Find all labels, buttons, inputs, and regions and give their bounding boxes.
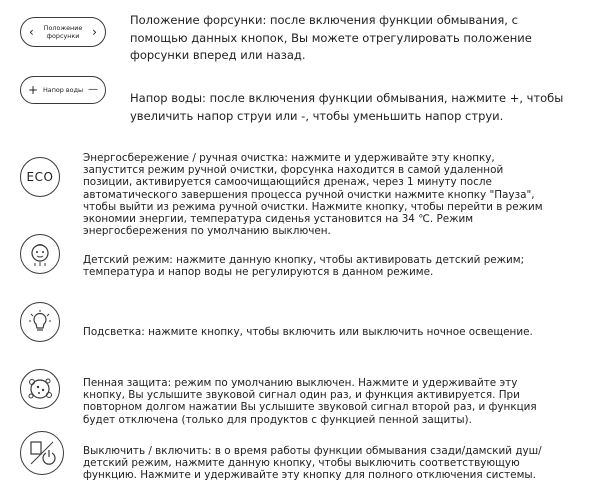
foam-protection-description: Пенная защита: режим по умолчанию выключен. Нажмите и удерживайте эту кнопку, Вы услышите звуковой сигнал один раз, и функция активируется. При повторном долгом нажатии Вы услышите звуковой сигнал второй раз, и функция будет отключена (только для продуктов с функцией пенной защиты). xyxy=(83,377,537,426)
nozzle-button-label: Положение форсунки xyxy=(43,24,83,40)
power-stop-icon xyxy=(27,438,57,468)
child-mode-description: Детский режим: нажмите данную кнопку, чтобы активировать детский режим; температура и напор воды не регулируются в данном режиме. xyxy=(83,254,525,279)
power-button[interactable] xyxy=(20,431,64,475)
chevron-right-icon[interactable]: › xyxy=(92,25,97,39)
pressure-button-label: Напор воды xyxy=(43,86,84,94)
plus-icon[interactable]: + xyxy=(28,83,39,97)
water-pressure-button[interactable] xyxy=(20,76,106,104)
minus-icon[interactable]: — xyxy=(87,84,98,95)
night-light-button[interactable] xyxy=(20,302,60,342)
pressure-description: Напор воды: после включения функции обмывания, нажмите +, чтобы увеличить напор струи или -, чтобы уменьшить напор струи. xyxy=(130,91,564,123)
chevron-left-icon[interactable]: ‹ xyxy=(29,25,34,39)
light-bulb-icon xyxy=(27,309,53,335)
nozzle-position-button[interactable] xyxy=(20,17,106,47)
foam-protection-button[interactable] xyxy=(20,369,60,409)
foam-bubbles-icon xyxy=(26,375,54,403)
eco-description: Энергосбережение / ручная очистка: нажмите и удерживайте эту кнопку, запустится режим ручной очистки, форсунка находится в самой удаленной позиции, активируется самоочищающийся дренаж, через 1 минуту после автоматического завершения процесса ручной очистки нажмите кнопку "Пауза", чтобы выйти из режима ручной очистки. Нажмите кнопку, чтобы перейти в режим экономии энергии, температура сиденья установится на 34 ℃. Режим энергосбережения по умолчанию выключен. xyxy=(83,152,543,238)
power-description: Выключить / включить: в о время работы функции обмывания сзади/дамский душ/ детский режим, нажмите данную кнопку, чтобы выключить соответствующую функцию. Нажмите и удерживайте эту кнопку для полного отключения системы. xyxy=(83,445,542,482)
eco-button[interactable] xyxy=(20,157,60,197)
nozzle-description: Положение форсунки: после включения функции обмывания, с помощью данных кнопок, Вы можете отрегулировать положение форсунки вперед или назад. xyxy=(130,13,532,62)
eco-icon: ECO xyxy=(26,170,54,184)
night-light-description: Подсветка: нажмите кнопку, чтобы включить или выключить ночное освещение. xyxy=(83,326,533,338)
child-mode-button[interactable] xyxy=(20,234,60,274)
baby-face-icon xyxy=(27,241,53,267)
